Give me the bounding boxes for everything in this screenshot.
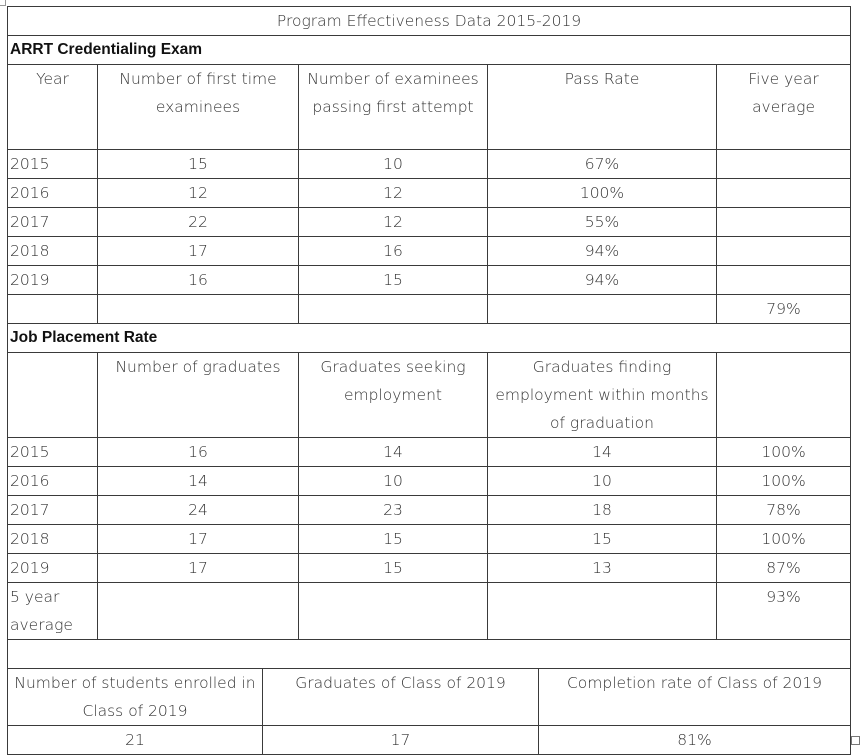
job-header-year	[8, 353, 98, 438]
job-graduates-cell: 16	[98, 438, 299, 467]
table-row	[8, 467, 851, 496]
job-finding-cell: 15	[488, 525, 717, 554]
arrt-header-five-year-average: Five year average	[717, 65, 851, 150]
job-rate-cell: 78%	[717, 496, 851, 525]
arrt-header-row	[8, 65, 851, 150]
arrt-pass-rate-cell: 94%	[488, 237, 717, 266]
arrt-examinees-cell: 16	[98, 266, 299, 295]
table-row	[8, 150, 851, 179]
empty-cell	[98, 583, 299, 640]
job-graduates-cell: 17	[98, 554, 299, 583]
window-corner-marker	[0, 0, 6, 6]
job-seeking-cell: 15	[299, 525, 488, 554]
arrt-pass-rate-cell: 94%	[488, 266, 717, 295]
arrt-header-year: Year	[8, 65, 98, 150]
arrt-average-row	[8, 295, 851, 324]
completion-table	[7, 668, 851, 755]
completion-rate-value: 81%	[539, 726, 851, 755]
job-year-cell: 2015	[8, 438, 98, 467]
empty-cell	[488, 295, 717, 324]
arrt-section-label: ARRT Credentialing Exam	[8, 36, 851, 65]
arrt-pass-rate-cell: 100%	[488, 179, 717, 208]
job-header-graduates-finding: Graduates finding employment within months of graduation	[488, 353, 717, 438]
table-row	[8, 179, 851, 208]
arrt-header-pass-rate: Pass Rate	[488, 65, 717, 150]
job-seeking-cell: 10	[299, 467, 488, 496]
arrt-passing-cell: 12	[299, 208, 488, 237]
job-finding-cell: 18	[488, 496, 717, 525]
table-row	[8, 266, 851, 295]
empty-cell	[8, 640, 851, 669]
completion-header-enrolled: Number of students enrolled in Class of 2019	[8, 669, 263, 726]
job-average-value: 93%	[717, 583, 851, 640]
job-graduates-cell: 14	[98, 467, 299, 496]
job-section-label: Job Placement Rate	[8, 324, 851, 353]
table-row	[8, 208, 851, 237]
job-seeking-cell: 23	[299, 496, 488, 525]
table-title: Program Effectiveness Data 2015-2019	[8, 7, 851, 36]
empty-cell	[488, 583, 717, 640]
completion-graduates-value: 17	[263, 726, 539, 755]
arrt-average-cell	[717, 237, 851, 266]
arrt-header-first-time-examinees: Number of first time examinees	[98, 65, 299, 150]
arrt-year-cell: 2017	[8, 208, 98, 237]
arrt-passing-cell: 16	[299, 237, 488, 266]
arrt-year-cell: 2015	[8, 150, 98, 179]
arrt-passing-cell: 10	[299, 150, 488, 179]
job-header-rate	[717, 353, 851, 438]
arrt-examinees-cell: 22	[98, 208, 299, 237]
arrt-passing-cell: 15	[299, 266, 488, 295]
job-year-cell: 2016	[8, 467, 98, 496]
table-row	[8, 438, 851, 467]
job-seeking-cell: 14	[299, 438, 488, 467]
job-average-row	[8, 583, 851, 640]
arrt-examinees-cell: 15	[98, 150, 299, 179]
arrt-average-cell	[717, 150, 851, 179]
empty-cell	[299, 295, 488, 324]
arrt-passing-cell: 12	[299, 179, 488, 208]
job-year-cell: 2017	[8, 496, 98, 525]
arrt-examinees-cell: 17	[98, 237, 299, 266]
arrt-year-cell: 2018	[8, 237, 98, 266]
arrt-average-cell	[717, 266, 851, 295]
job-seeking-cell: 15	[299, 554, 488, 583]
arrt-five-year-average-value: 79%	[717, 295, 851, 324]
table-row	[8, 554, 851, 583]
arrt-year-cell: 2019	[8, 266, 98, 295]
job-finding-cell: 13	[488, 554, 717, 583]
job-rate-cell: 100%	[717, 525, 851, 554]
job-header-number-of-graduates: Number of graduates	[98, 353, 299, 438]
program-effectiveness-table	[7, 6, 850, 755]
completion-header-rate: Completion rate of Class of 2019	[539, 669, 851, 726]
completion-enrolled-value: 21	[8, 726, 263, 755]
job-rate-cell: 100%	[717, 438, 851, 467]
job-average-label: 5 year average	[8, 583, 98, 640]
main-table	[7, 6, 851, 669]
table-row	[8, 525, 851, 554]
arrt-year-cell: 2016	[8, 179, 98, 208]
resize-handle[interactable]	[851, 736, 860, 745]
job-header-row	[8, 353, 851, 438]
job-finding-cell: 14	[488, 438, 717, 467]
arrt-pass-rate-cell: 67%	[488, 150, 717, 179]
job-rate-cell: 100%	[717, 467, 851, 496]
job-graduates-cell: 17	[98, 525, 299, 554]
empty-cell	[98, 295, 299, 324]
arrt-pass-rate-cell: 55%	[488, 208, 717, 237]
job-header-graduates-seeking: Graduates seeking employment	[299, 353, 488, 438]
job-graduates-cell: 24	[98, 496, 299, 525]
arrt-average-cell	[717, 208, 851, 237]
completion-header-row	[8, 669, 851, 726]
empty-cell	[8, 295, 98, 324]
job-year-cell: 2019	[8, 554, 98, 583]
job-finding-cell: 10	[488, 467, 717, 496]
spacer-row	[8, 640, 851, 669]
job-rate-cell: 87%	[717, 554, 851, 583]
completion-header-graduates: Graduates of Class of 2019	[263, 669, 539, 726]
table-row	[8, 237, 851, 266]
arrt-header-passing-first-attempt: Number of examinees passing first attempt	[299, 65, 488, 150]
job-year-cell: 2018	[8, 525, 98, 554]
arrt-examinees-cell: 12	[98, 179, 299, 208]
arrt-average-cell	[717, 179, 851, 208]
empty-cell	[299, 583, 488, 640]
completion-value-row	[8, 726, 851, 755]
table-row	[8, 496, 851, 525]
